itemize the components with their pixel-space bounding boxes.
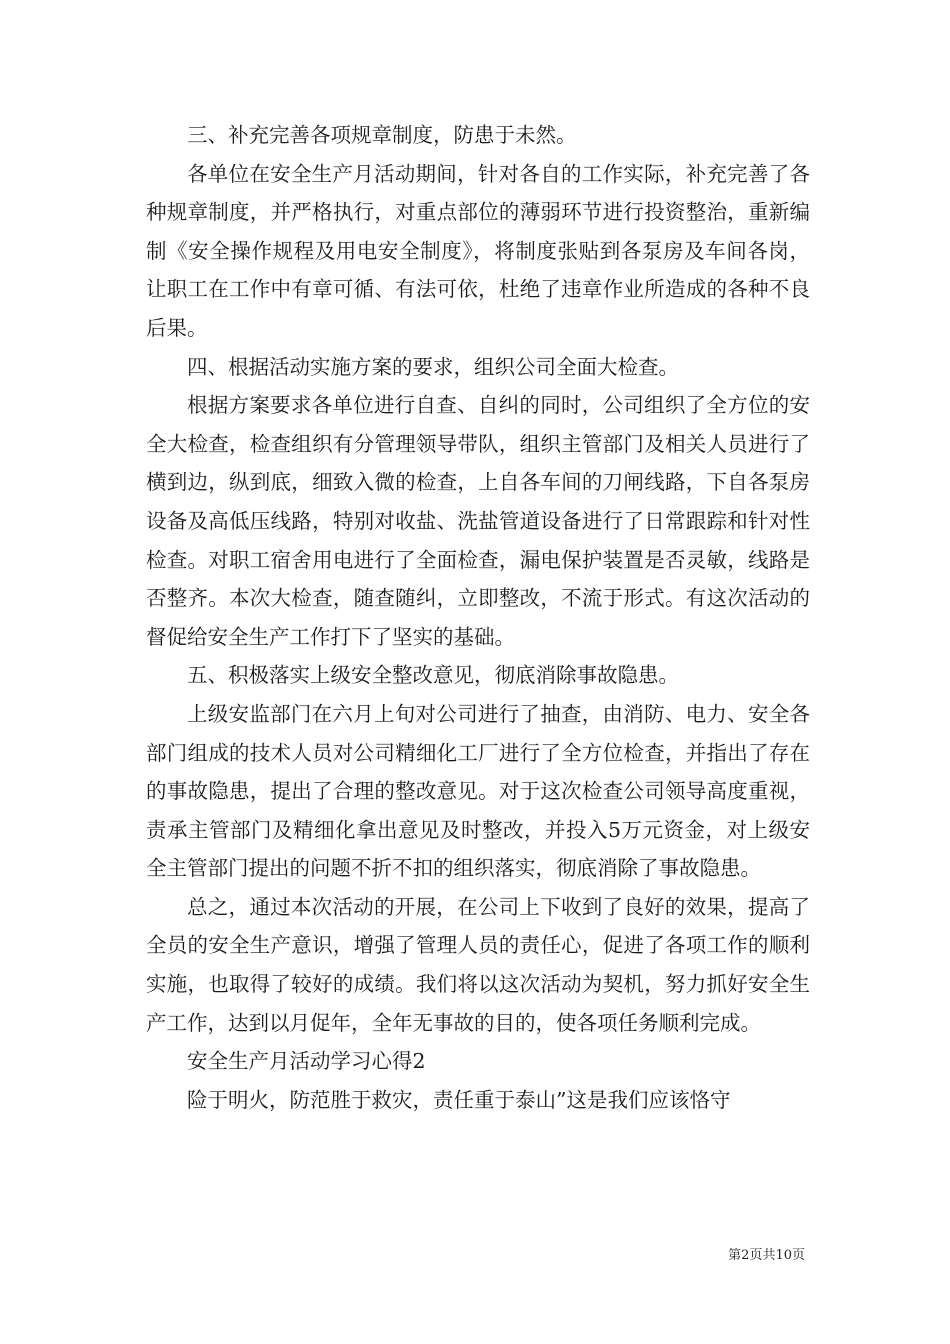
conclusion-paragraph: 总之，通过本次活动的开展，在公司上下收到了良好的效果，提高了全员的安全生产意识，增强了管理人员的责任心，促进了各项工作的顺利实施，也取得了较好的成绩。我们将以这次活动为契机，努力抓好安全生产工作，达到以月促年，全年无事故的目的，使各项任务顺利完成。 bbox=[146, 894, 810, 1035]
body-paragraph: 根据方案要求各单位进行自查、自纠的同时，公司组织了全方位的安全大检查，检查组织有分管理领导带队，组织主管部门及相关人员进行了横到边，纵到底，细致入微的检查，上自各车间的刀闸线路，下自各泵房设备及高低压线路，特别对收盐、洗盐管道设备进行了日常跟踪和针对性检查。对职工宿舍用电进行了全面检查，漏电保护装置是否灵敏，线路是否整齐。本次大检查，随查随纠，立即整改，不流于形式。有这次活动的督促给安全生产工作打下了坚实的基础。 bbox=[146, 393, 810, 649]
body-paragraph: 险于明火，防范胜于救灾，责任重于泰山”这是我们应该恪守 bbox=[187, 1087, 731, 1112]
body-paragraph: 各单位在安全生产月活动期间，针对各自的工作实际，补充完善了各种规章制度，并严格执行，对重点部位的薄弱环节进行投资整治，重新编制《安全操作规程及用电安全制度》，将制度张贴到各泵房及车间各岗，让职工在工作中有章可循、有法可依，杜绝了违章作业所造成的各种不良后果。 bbox=[146, 161, 810, 340]
article-title: 安全生产月活动学习心得2 bbox=[187, 1049, 426, 1074]
document-body bbox=[146, 116, 810, 1119]
section-heading-3: 三、补充完善各项规章制度，防患于未然。 bbox=[187, 123, 577, 147]
body-paragraph: 上级安监部门在六月上旬对公司进行了抽查，由消防、电力、安全各部门组成的技术人员对公司精细化工厂进行了全方位检查，并指出了存在的事故隐患，提出了合理的整改意见。对于这次检查公司领导高度重视，责承主管部门及精细化拿出意见及时整改，并投入5万元资金，对上级安全主管部门提出的问题不折不扣的组织落实，彻底消除了事故隐患。 bbox=[146, 701, 810, 881]
section-heading-4: 四、根据活动实施方案的要求，组织公司全面大检查。 bbox=[187, 354, 679, 379]
section-heading-5: 五、积极落实上级安全整改意见，彻底消除事故隐患。 bbox=[187, 663, 679, 688]
page-number: 第2页共10页 bbox=[728, 1248, 805, 1263]
